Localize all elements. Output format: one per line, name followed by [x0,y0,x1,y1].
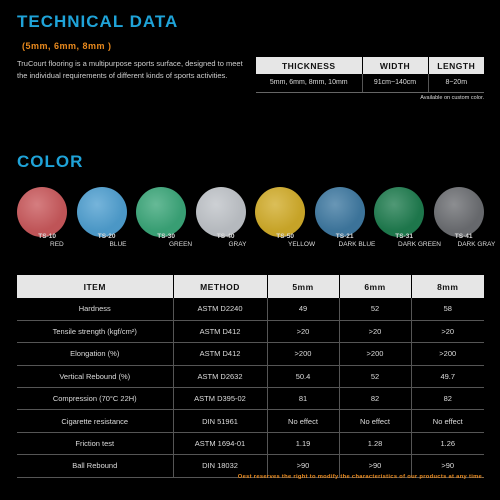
swatch-code: TS-21 [335,233,354,240]
swatch-circle [255,187,305,237]
swatch-code: TS-20 [97,233,116,240]
swatch-circle [434,187,484,237]
spec-row [256,74,484,92]
prop-value-6mm: >90 [339,455,411,477]
swatch-name: DARK BLUE [338,241,376,248]
spec-table [256,57,484,93]
swatch-circle [196,187,246,237]
swatch-code: TS-50 [276,233,294,240]
prop-value-6mm: >200 [339,343,411,365]
swatch-name: GRAY [228,241,247,248]
color-title: COLOR [17,152,84,171]
prop-header-8mm: 8mm [411,275,484,298]
spec-width-value: 91cm~140cm [362,74,428,92]
table-row [17,410,484,432]
prop-header-item: ITEM [17,275,173,298]
prop-method: ASTM D412 [173,343,267,365]
swatch-name: DARK GREEN [398,241,441,248]
prop-item: Tensile strength (kgf/cm²) [17,320,173,342]
prop-value-5mm: 50.4 [267,365,339,387]
prop-method: DIN 51961 [173,410,267,432]
prop-value-5mm: >20 [267,320,339,342]
table-row [17,365,484,387]
prop-value-5mm: 81 [267,388,339,410]
prop-value-8mm: >200 [411,343,484,365]
prop-item: Friction test [17,432,173,454]
swatch-code: TS-30 [157,233,175,240]
prop-value-6mm: 52 [339,298,411,320]
prop-method: ASTM D412 [173,320,267,342]
prop-item: Compression (70°C 22H) [17,388,173,410]
prop-value-8mm: >20 [411,320,484,342]
table-row [17,320,484,342]
prop-value-8mm: 58 [411,298,484,320]
prop-value-5mm: 49 [267,298,339,320]
prop-value-5mm: 1.19 [267,432,339,454]
swatch-name: BLUE [109,241,127,248]
footer-disclaimer: Oest reserves the right to modify the characteristics of our products at any time. [237,474,484,480]
prop-value-6mm: 82 [339,388,411,410]
prop-header-6mm: 6mm [339,275,411,298]
thickness-subtitle: (5mm, 6mm, 8mm ) [22,41,112,51]
prop-item: Ball Rebound [17,455,173,477]
table-row [17,298,484,320]
spec-header-thickness: THICKNESS [256,57,362,74]
prop-item: Vertical Rebound (%) [17,365,173,387]
prop-item: Cigarette resistance [17,410,173,432]
prop-value-8mm: >90 [411,455,484,477]
swatch-circle [315,187,365,237]
swatch-code: TS-31 [395,233,413,240]
table-row [17,343,484,365]
prop-value-8mm: No effect [411,410,484,432]
swatch-circle [17,187,67,237]
custom-color-note: Available on custom color. [420,95,484,101]
prop-value-6mm: 1.28 [339,432,411,454]
swatch-code: TS-10 [38,233,56,240]
prop-value-6mm: >20 [339,320,411,342]
spec-header-length: LENGTH [428,57,484,74]
technical-data-title: TECHNICAL DATA [17,12,179,31]
prop-method: ASTM D395-02 [173,388,267,410]
prop-value-8mm: 49.7 [411,365,484,387]
properties-table [17,275,484,478]
spec-header-width: WIDTH [362,57,428,74]
prop-header-5mm: 5mm [267,275,339,298]
swatch-code: TS-40 [216,233,235,240]
table-row [17,432,484,454]
prop-method: ASTM 1694-01 [173,432,267,454]
prop-item: Elongation (%) [17,343,173,365]
prop-value-6mm: No effect [339,410,411,432]
prop-method: ASTM D2240 [173,298,267,320]
swatch-name: RED [50,241,64,248]
prop-value-6mm: 52 [339,365,411,387]
swatch-name: DARK GRAY [457,241,496,248]
prop-value-5mm: >90 [267,455,339,477]
swatch-circle [77,187,127,237]
swatch-name: GREEN [169,241,193,248]
swatch-circle [136,187,186,237]
table-row [17,388,484,410]
prop-value-8mm: 1.26 [411,432,484,454]
swatch-circle [374,187,424,237]
spec-length-value: 8~20m [428,74,484,92]
prop-method: DIN 18032 [173,455,267,477]
spec-thickness-value: 5mm, 6mm, 8mm, 10mm [256,74,362,92]
swatch-name: YELLOW [288,241,316,248]
prop-method: ASTM D2632 [173,365,267,387]
prop-item: Hardness [17,298,173,320]
prop-value-8mm: 82 [411,388,484,410]
prop-value-5mm: >200 [267,343,339,365]
product-description: TruCourt flooring is a multipurpose sports surface, designed to meet the individual requirements of different kinds of sports activities. [17,59,243,80]
prop-header-method: METHOD [173,275,267,298]
prop-value-5mm: No effect [267,410,339,432]
swatch-code: TS-41 [454,233,473,240]
